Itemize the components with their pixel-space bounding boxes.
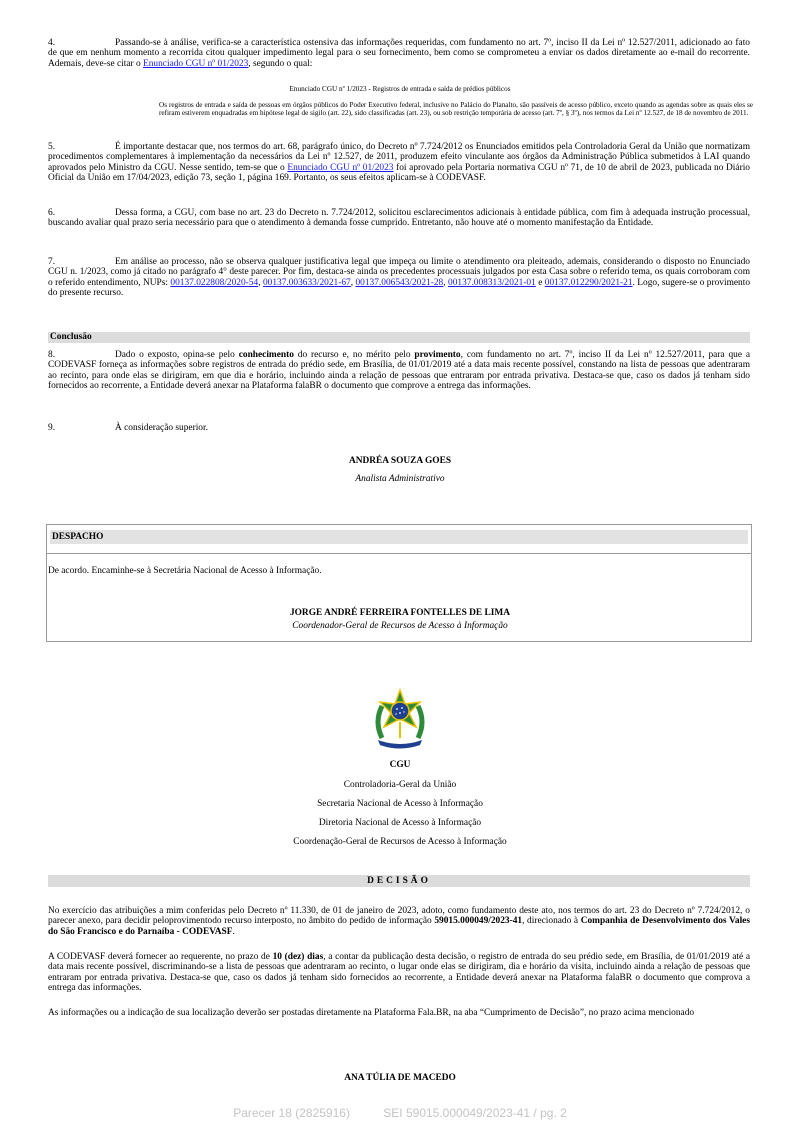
bold-term: provimento — [414, 350, 461, 360]
paragraph-text: É importante destacar que, nos termos do art. 68, parágrafo único, do Decreto nº 7.724/2012 os Enunciados emitidos pela Controladoria Geral da União que normatizam procedimentos complementares à implementação da necessários da Lei nº 12.527, de 2011, produzem efeito vinculante aos órgãos da Administração Pública submetidos à LAI quando aprovados pelo Ministro da CGU. Nesse sentido, tem-se que o — [48, 142, 750, 173]
separator: e — [535, 277, 545, 288]
separator: , — [443, 277, 449, 288]
process-number: 59015.000049/2023-41 — [434, 916, 523, 927]
separator: , — [258, 277, 263, 288]
paragraph-4 — [48, 38, 750, 69]
page-footer — [0, 1106, 800, 1120]
footer-sei-page: SEI 59015.000049/2023-41 / pg. 2 — [383, 1106, 567, 1120]
despacho-signer-name: JORGE ANDRÉ FERREIRA FONTELLES DE LIMA — [289, 608, 511, 618]
decisao-paragraph-3: As informações ou a indicação de sua localização deverão ser postadas diretamente na Plataforma Fala.BR, na aba “Cumprimento de Decisão”, no prazo acima mencionado — [48, 1008, 695, 1018]
paragraph-text: do recurso e, no mérito pelo — [293, 350, 415, 360]
paragraph-number: 7. — [48, 257, 56, 267]
nup-link[interactable]: 00137.022808/2020-54 — [170, 277, 259, 288]
footer-document-id: Parecer 18 (2825916) — [233, 1106, 350, 1120]
nup-link[interactable]: 00137.008313/2021-01 — [448, 277, 536, 288]
decisao-paragraph-2 — [48, 952, 750, 993]
paragraph-text: , a contar da publicação desta decisão, o registro de entrada do seu prédio sede, em Brasília, de 01/01/2019 até a data mais recente possível, discriminando-se a lista de pessoas que adentraram ao recinto, o lugar onde elas se dirigiram, dia e horário da visita, incluindo ainda a relação de pessoas que entraram por entrada privativa. Destaca-se que, caso os dados já tenham sido fornecidos ao recorrente, a Entidade deverá anexar na Plataforma falaBR o documento que comprova a entrega das informações. — [48, 952, 750, 993]
divider — [46, 553, 752, 554]
quote-title: Enunciado CGU nº 1/2023 - Registros de entrada e saída de prédios públicos — [289, 85, 511, 93]
paragraph-text: Dado o exposto, opina-se pelo — [115, 350, 239, 360]
paragraph-text: Em análise ao processo, não se observa qualquer justificativa legal que impeça ou limite o atendimento ora pleiteado, ademais, considerando o disposto no Enunciado CGU n. 1/2023, como já citado no parágrafo 4° deste parecer. Por fim, destaca-se ainda os precedentes processuais julgados por esta Casa sobre o referido tema, os quais corroboram com o referido entendimento, NUPs: — [48, 257, 750, 288]
signer-role: Analista Administrativo — [355, 474, 445, 484]
paragraph-text: . Logo, sugere-se o provimento do presente recurso. — [48, 277, 751, 298]
paragraph-text: , direcionado à — [522, 916, 581, 927]
separator: , — [350, 277, 356, 288]
paragraph-text: , com fundamento no art. 7º, inciso II da Lei nº 12.527/2011, para que a CODEVASF forneça as informações sobre registros de entrada do prédio sede, em Brasília, de 01/01/2019 até a data mais recente possível, constando na lista de pessoas que adentraram ao recinto, para onde elas se dirigiram, em que dia e horário, incluindo ainda a relação de pessoas que entraram por entrada privativa. Destaca-se que, caso os dados já tenham sido fornecidos ao recorrente, a Entidade deverá anexar na Plataforma falaBR o documento que comprove a entrega das informações. — [48, 350, 751, 391]
nup-link[interactable]: 00137.012290/2021-21 — [544, 277, 633, 288]
despacho-text: De acordo. Encaminhe-se à Secretária Nacional de Acesso à Informação. — [48, 566, 322, 576]
nup-link[interactable]: 00137.003633/2021-67 — [262, 277, 351, 288]
decisao-paragraph-1 — [48, 906, 750, 937]
despacho-signer-role: Coordenador-Geral de Recursos de Acesso à Informação — [292, 621, 508, 631]
paragraph-text: foi aprovado pela Portaria normativa CGU nº 71, de 10 de abril de 2023, publicada no Diário Oficial da União em 17/04/2023, edição 73, seção 1, página 169. Portanto, os seus efeitos aplicam-se à CODEVASF. — [48, 162, 750, 183]
entity-name: Companhia de Desenvolvimento dos Vales do São Francisco e do Parnaíba - CODEVASF — [48, 916, 750, 937]
org-line: Coordenação-Geral de Recursos de Acesso à Informação — [293, 837, 507, 847]
paragraph-7 — [48, 257, 750, 298]
paragraph-text: À consideração superior. — [115, 423, 208, 433]
org-line: Diretoria Nacional de Acesso à Informação — [318, 818, 482, 828]
nup-link[interactable]: 00137.006543/2021-28 — [355, 277, 444, 288]
paragraph-8 — [48, 350, 750, 391]
paragraph-6 — [48, 208, 750, 229]
paragraph-number: 4. — [48, 38, 56, 48]
quote-text: Os registros de entrada e saída de pessoas em órgãos públicos do Poder Executivo federal, inclusive no Palácio do Planalto, são passíveis de acesso público, exceto quando as agendas sobre as quais eles se refiram estiverem enquadradas em hipótese legal de sigilo (art. 22), sido classificadas (art. 23), ou sob restrição temporária de acesso (art. 7º, § 3º), nos termos da Lei nº 12.527, de 18 de novembro de 2011. — [159, 101, 753, 118]
despacho-heading: DESPACHO — [50, 530, 748, 544]
paragraph-number: 5. — [48, 142, 56, 152]
enunciado-link[interactable]: Enunciado CGU nº 01/2023 — [287, 162, 394, 173]
paragraph-text: A CODEVASF deverá fornecer ao requerente, no prazo de — [48, 952, 273, 962]
paragraph-9 — [48, 423, 750, 433]
paragraph-text: . — [232, 926, 235, 937]
paragraph-text: Passando-se à análise, verifica-se a característica ostensiva das informações requeridas, com fundamento no art. 7º, inciso II da Lei nº 12.527/2011, adicionado ao fato de que em nenhum momento a recorrida citou qualquer impedimento legal para o seu fornecimento, bem como se comprometeu a enviar os dados diretamente ao e-mail do recorrente. Ademais, deve-se citar o — [48, 38, 750, 69]
signer-name: ANDRÉA SOUZA GOES — [348, 456, 452, 466]
enunciado-link[interactable]: Enunciado CGU nº 01/2023 — [143, 58, 249, 69]
bold-term: conhecimento — [238, 350, 294, 360]
conclusao-heading: Conclusão — [48, 332, 750, 343]
org-line: Controladoria-Geral da União — [343, 780, 457, 790]
org-line: Secretaria Nacional de Acesso à Informação — [317, 799, 483, 809]
org-short-name: CGU — [389, 760, 411, 770]
brazil-coat-of-arms-icon — [370, 688, 430, 750]
decisao-heading: DECISÃO — [48, 875, 750, 887]
paragraph-text: , segundo o qual: — [248, 58, 313, 69]
paragraph-text: Dessa forma, a CGU, com base no art. 23 do Decreto n. 7.724/2012, solicitou esclarecimentos adicionais à entidade pública, com fim à adequada instrução processual, buscando avaliar qual prazo seria necessário para que o atendimento à demanda fosse cumprido. Entretanto, não houve até o momento manifestação da Entidade. — [48, 208, 750, 229]
paragraph-number: 9. — [48, 423, 56, 433]
decision-signer-name: ANA TÚLIA DE MACEDO — [344, 1073, 456, 1083]
paragraph-number: 8. — [48, 350, 56, 360]
paragraph-5 — [48, 142, 750, 183]
deadline: 10 (dez) dias — [272, 952, 324, 962]
paragraph-text: No exercício das atribuições a mim conferidas pelo Decreto nº 11.330, de 01 de janeiro de 2023, adoto, como fundamento deste ato, nos termos do art. 23 do Decreto nº 7.724/2012, o parecer anexo, para decidir peloprovimentodo recurso interposto, no âmbito do pedido de informação — [48, 906, 750, 927]
paragraph-number: 6. — [48, 208, 56, 218]
